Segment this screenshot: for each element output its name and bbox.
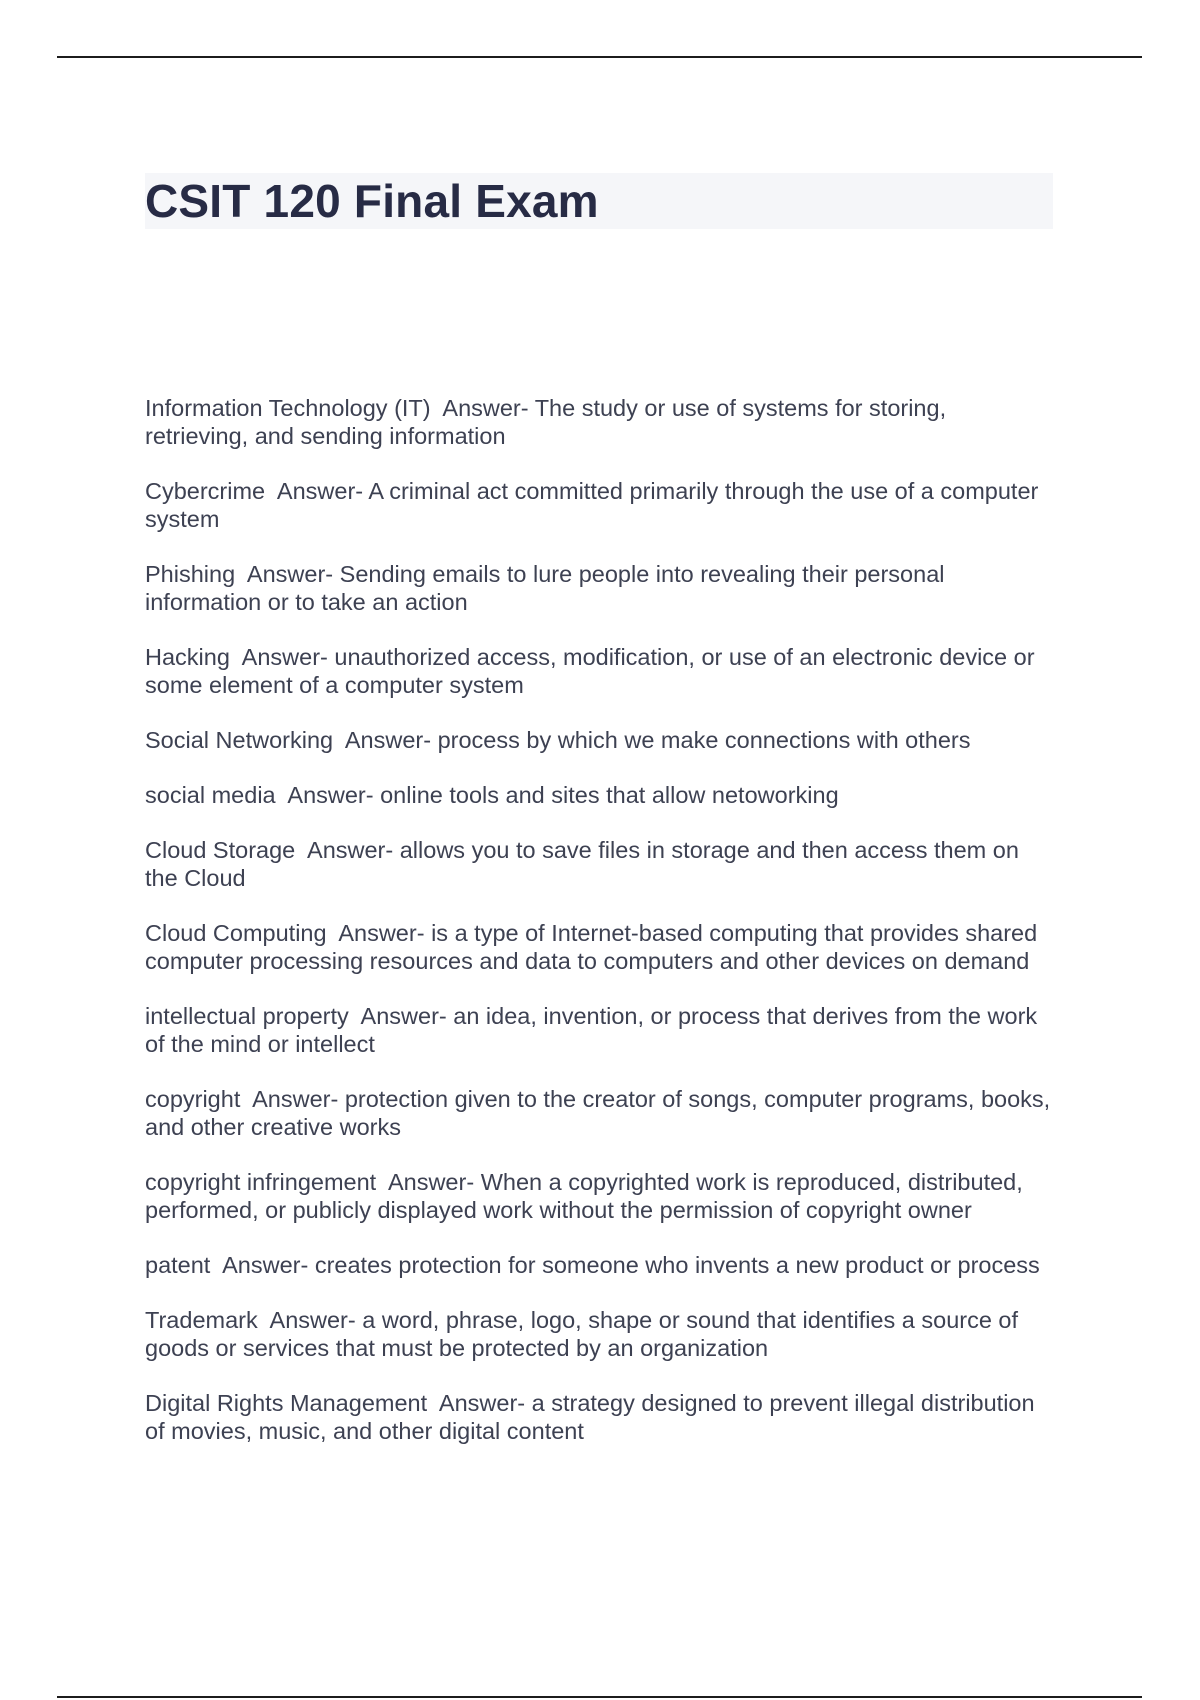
qa-item	[145, 781, 1055, 809]
qa-list	[145, 394, 1055, 1472]
qa-item	[145, 919, 1055, 975]
qa-term: Phishing	[145, 561, 236, 587]
qa-term: social media	[145, 782, 276, 808]
top-divider	[57, 56, 1142, 58]
qa-definition: is a type of Internet-based computing that provides shared computer processing resources and data to computers and other devices on demand	[145, 920, 1038, 974]
qa-answer-prefix: Answer-	[307, 837, 394, 863]
qa-answer-prefix: Answer-	[344, 727, 432, 753]
qa-definition: creates protection for someone who invents a new product or process	[314, 1252, 1040, 1278]
qa-definition: A criminal act committed primarily through the use of a computer system	[145, 478, 1039, 532]
qa-definition: an idea, invention, or process that derives from the work of the mind or intellect	[145, 1003, 1038, 1057]
qa-definition: a word, phrase, logo, shape or sound that identifies a source of goods or services that must be protected by an organization	[145, 1307, 1019, 1361]
qa-item	[145, 1389, 1055, 1445]
qa-item	[145, 1002, 1055, 1058]
qa-item	[145, 1306, 1055, 1362]
qa-term: copyright	[145, 1086, 241, 1112]
qa-definition: unauthorized access, modification, or use of an electronic device or some element of a computer system	[145, 644, 1035, 698]
qa-definition: allows you to save files in storage and then access them on the Cloud	[145, 837, 1019, 891]
qa-answer-prefix: Answer-	[442, 395, 529, 421]
qa-answer-prefix: Answer-	[338, 920, 425, 946]
qa-term: Social Networking	[145, 727, 334, 753]
qa-term: patent	[145, 1252, 211, 1278]
qa-answer-prefix: Answer-	[438, 1390, 526, 1416]
qa-term: Cloud Computing	[145, 920, 327, 946]
qa-definition: a strategy designed to prevent illegal distribution of movies, music, and other digital content	[145, 1390, 1035, 1444]
qa-definition: When a copyrighted work is reproduced, distributed, performed, or publicly displayed work without the permission of copyright owner	[145, 1169, 1023, 1223]
qa-term: Trademark	[145, 1307, 258, 1333]
qa-answer-prefix: Answer-	[269, 1307, 356, 1333]
qa-definition: process by which we make connections with others	[437, 727, 971, 753]
qa-answer-prefix: Answer-	[360, 1003, 447, 1029]
qa-term: intellectual property	[145, 1003, 349, 1029]
qa-term: Digital Rights Management	[145, 1390, 428, 1416]
qa-answer-prefix: Answer-	[246, 561, 334, 587]
qa-definition: protection given to the creator of songs, computer programs, books, and other creative works	[145, 1086, 1051, 1140]
qa-item	[145, 726, 1055, 754]
qa-item	[145, 836, 1055, 892]
qa-answer-prefix: Answer-	[252, 1086, 339, 1112]
qa-term: Information Technology (IT)	[145, 395, 431, 421]
qa-answer-prefix: Answer-	[287, 782, 374, 808]
qa-answer-prefix: Answer-	[276, 478, 364, 504]
qa-term: copyright infringement	[145, 1169, 377, 1195]
qa-term: Cloud Storage	[145, 837, 296, 863]
bottom-divider	[57, 1696, 1142, 1698]
qa-term: Cybercrime	[145, 478, 266, 504]
qa-item	[145, 1085, 1055, 1141]
qa-item	[145, 1251, 1055, 1279]
qa-answer-prefix: Answer-	[222, 1252, 309, 1278]
qa-definition: The study or use of systems for storing, retrieving, and sending information	[145, 395, 947, 449]
qa-term: Hacking	[145, 644, 230, 670]
qa-item	[145, 1168, 1055, 1224]
qa-item	[145, 394, 1055, 450]
page-title: CSIT 120 Final Exam	[145, 175, 599, 227]
qa-definition: Sending emails to lure people into revealing their personal information or to take an action	[145, 561, 945, 615]
qa-item	[145, 477, 1055, 533]
qa-item	[145, 643, 1055, 699]
qa-item	[145, 560, 1055, 616]
qa-answer-prefix: Answer-	[241, 644, 328, 670]
qa-answer-prefix: Answer-	[387, 1169, 475, 1195]
qa-definition: online tools and sites that allow netoworking	[380, 782, 839, 808]
